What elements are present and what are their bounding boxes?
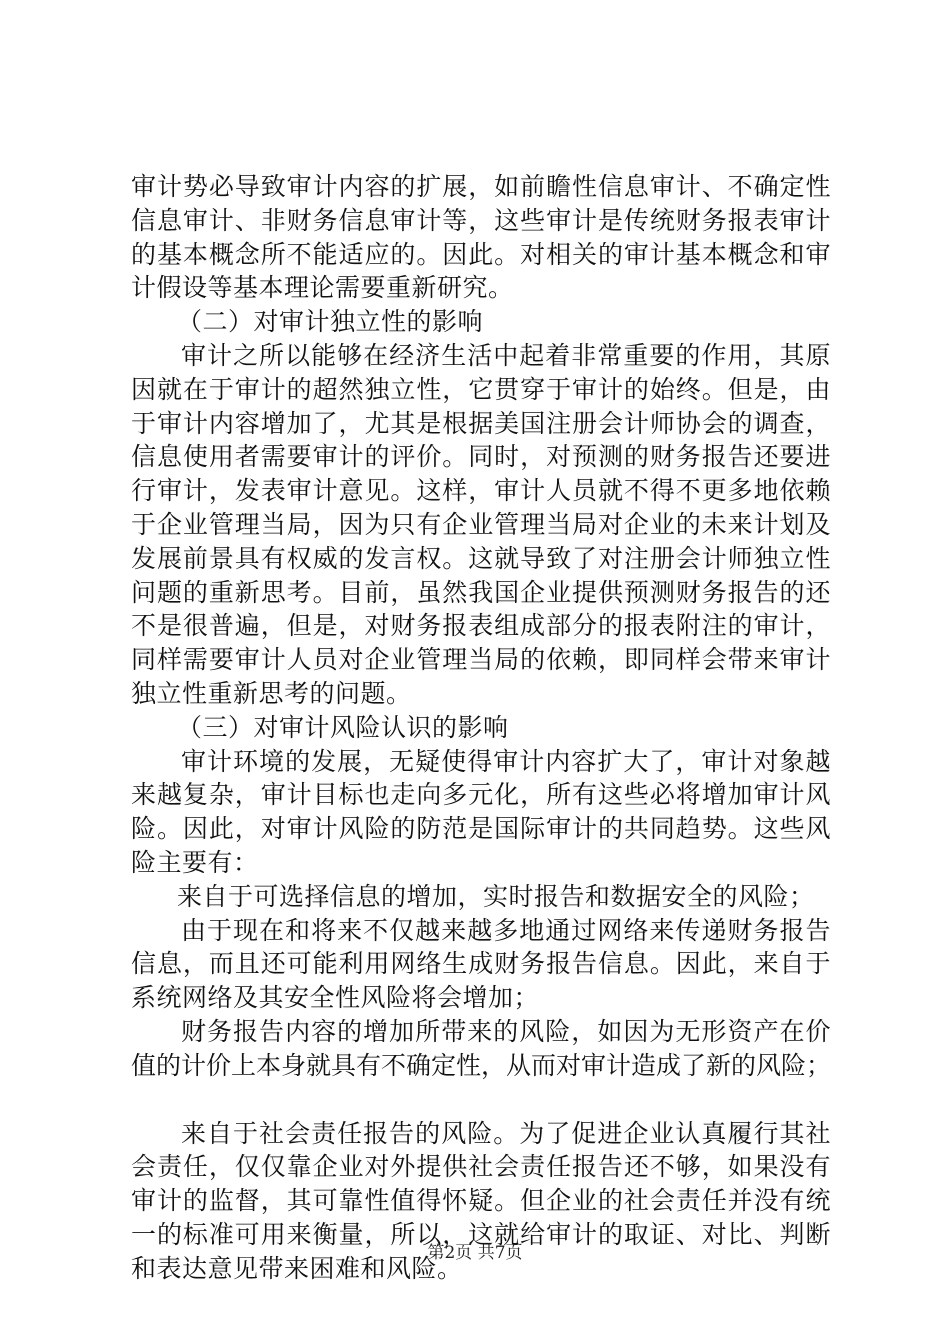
document-body (131, 170, 831, 1286)
risk-item-1: 来自于可选择信息的增加，实时报告和数据安全的风险； (177, 881, 815, 911)
paragraph-line: 审计环境的发展，无疑使得审计内容扩大了，审计对象越 (181, 746, 831, 776)
paragraph-line: 信息审计、非财务信息审计等，这些审计是传统财务报表审计 (131, 205, 831, 235)
paragraph-line: 财务报告内容的增加所带来的风险，如因为无形资产在价 (181, 1016, 831, 1046)
paragraph-line: 信息使用者需要审计的评价。同时，对预测的财务报告还要进 (131, 442, 831, 472)
paragraph-line: 的基本概念所不能适应的。因此。对相关的审计基本概念和审 (131, 239, 831, 269)
paragraph-line: 计假设等基本理论需要重新研究。 (131, 273, 514, 303)
paragraph-line: 值的计价上本身就具有不确定性，从而对审计造成了新的风险； (131, 1050, 831, 1080)
paragraph-line: 信息，而且还可能利用网络生成财务报告信息。因此，来自于 (131, 949, 831, 979)
paragraph-line: 独立性重新思考的问题。 (131, 678, 412, 708)
paragraph-line: 系统网络及其安全性风险将会增加； (131, 983, 540, 1013)
paragraph-line: 因就在于审计的超然独立性，它贯穿于审计的始终。但是，由 (131, 374, 831, 404)
paragraph-line: 行审计，发表审计意见。这样，审计人员就不得不更多地依赖 (131, 476, 831, 506)
paragraph-line: 不是很普遍，但是，对财务报表组成部分的报表附注的审计， (131, 611, 831, 641)
section-heading-3: （三）对审计风险认识的影响 (177, 712, 509, 742)
paragraph-line: 同样需要审计人员对企业管理当局的依赖，即同样会带来审计 (131, 645, 831, 675)
section-heading-2: （二）对审计独立性的影响 (177, 307, 484, 337)
paragraph-line: 会责任，仅仅靠企业对外提供社会责任报告还不够，如果没有 (131, 1152, 831, 1182)
paragraph-line: 于企业管理当局，因为只有企业管理当局对企业的未来计划及 (131, 509, 831, 539)
paragraph-line: 一的标准可用来衡量，所以，这就给审计的取证、对比、判断 (131, 1219, 831, 1249)
paragraph-line: 来自于社会责任报告的风险。为了促进企业认真履行其社 (181, 1118, 831, 1148)
paragraph-line: 审计的监督，其可靠性值得怀疑。但企业的社会责任并没有统 (131, 1186, 831, 1216)
paragraph-line: 和表达意见带来困难和风险。 (131, 1253, 463, 1283)
paragraph-line: 审计势必导致审计内容的扩展，如前瞻性信息审计、不确定性 (131, 172, 831, 201)
paragraph-gap (131, 1083, 831, 1117)
page-number-footer: 第2页 共7页 (427, 1243, 523, 1263)
paragraph-line: 由于现在和将来不仅越来越多地通过网络来传递财务报告 (181, 915, 831, 945)
paragraph-line: 于审计内容增加了，尤其是根据美国注册会计师协会的调查， (131, 408, 831, 438)
paragraph-line: 问题的重新思考。目前，虽然我国企业提供预测财务报告的还 (131, 577, 831, 607)
paragraph-line: 来越复杂，审计目标也走向多元化，所有这些必将增加审计风 (131, 780, 831, 810)
paragraph-line: 险主要有： (131, 847, 259, 877)
paragraph-line: 审计之所以能够在经济生活中起着非常重要的作用，其原 (181, 340, 831, 370)
paragraph-line: 险。因此，对审计风险的防范是国际审计的共同趋势。这些风 (131, 814, 831, 844)
paragraph-line: 发展前景具有权威的发言权。这就导致了对注册会计师独立性 (131, 543, 831, 573)
